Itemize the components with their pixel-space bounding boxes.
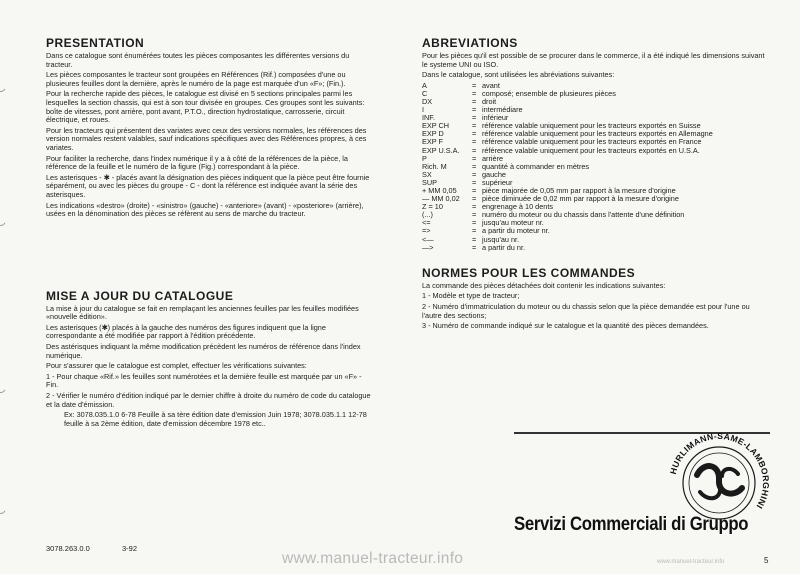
abreviation-code: —> <box>422 242 434 252</box>
abreviation-meaning: référence valable uniquement pour les tracteurs exportés en Allemagne <box>482 129 713 139</box>
abreviation-code: => <box>422 226 431 236</box>
abreviation-meaning: référence valable uniquement pour les tracteurs exportés en Suisse <box>482 121 701 131</box>
mise-a-jour-paragraph: Pour s'assurer que le catalogue est complet, effectuer les vérifications suivantes: <box>46 361 307 371</box>
presentation-paragraph: Dans ce catalogue sont énumérées toutes les pièces composantes les différentes versions du tracteur. <box>46 51 350 69</box>
abreviation-code: C <box>422 88 428 98</box>
watermark: www.manuel-tracteur.info <box>282 550 464 567</box>
abreviations-title: ABREVIATIONS <box>422 36 518 50</box>
abreviation-meaning: supérieur <box>482 177 513 187</box>
equals-sign: = <box>472 186 477 195</box>
abreviation-code: Z = 10 <box>422 202 443 212</box>
normes-section <box>422 266 770 331</box>
equals-sign: = <box>472 88 477 98</box>
abreviation-meaning: intermédiare <box>482 105 523 115</box>
logo-ring-text: HURLIMANN-SAME-LAMBORGHINI <box>667 430 772 511</box>
mise-a-jour-step: 2 - Vérifier le numéro d'édition indiqué par le dernier chiffre à droite du numéro de code du catalogue et la date d'émission. <box>46 391 371 409</box>
equals-sign: = <box>472 202 477 212</box>
abreviation-meaning: pièce majorée de 0,05 mm par rapport à la mesure d'origine <box>482 186 676 195</box>
abreviation-code: DX <box>422 96 433 106</box>
equals-sign: = <box>472 80 477 90</box>
equals-sign: = <box>472 194 477 204</box>
mise-a-jour-paragraph: La mise à jour du catalogue se fait en remplaçant les anciennes feuilles par les feuilles modifiées «nouvelle édition». <box>46 303 359 322</box>
abreviation-meaning: pièce diminuée de 0,02 mm par rapport à la mesure d'origine <box>482 194 679 204</box>
right-column <box>422 36 770 333</box>
binder-hole-mark <box>0 367 8 393</box>
brand-name: Servizi Commerciali di Gruppo <box>514 513 749 535</box>
equals-sign: = <box>472 169 477 179</box>
equals-sign: = <box>472 242 477 252</box>
mise-a-jour-paragraph: Les asterisques (✱) placés à la gauche des numéros des figures indiquent que la ligne correspondante a été modifiée par rapport à l'édition précédente. <box>46 322 326 341</box>
abreviation-meaning: numéro du moteur ou du chassis dans l'attente d'une définition <box>482 210 685 220</box>
equals-sign: = <box>472 177 477 187</box>
presentation-title: PRESENTATION <box>46 36 145 50</box>
abreviation-code: EXP F <box>422 137 443 147</box>
abreviation-meaning: jusqu'au nr. <box>482 234 520 244</box>
abreviation-meaning: droit <box>482 96 497 106</box>
page-number: 5 <box>764 556 769 565</box>
equals-sign: = <box>472 153 477 163</box>
abreviation-meaning: quantité à commander en mètres <box>482 161 590 171</box>
presentation-section <box>46 36 372 219</box>
abreviation-meaning: référence valable uniquement pour les tracteurs exportés en U.S.A. <box>482 145 700 155</box>
mise-a-jour-title: MISE A JOUR DU CATALOGUE <box>46 288 234 303</box>
abreviation-meaning: engrenage à 10 dents <box>482 202 554 212</box>
equals-sign: = <box>472 129 477 139</box>
abreviation-meaning: inférieur <box>482 113 509 123</box>
abreviation-code: I <box>422 105 425 115</box>
presentation-paragraph: Pour la recherche rapide des pièces, le catalogue est divisé en 5 sections principales parmi les lesquelles la section chassis, qui est à son tour divisée en groupes. Ces groupes sont les suivants: boîte de vitesses, pont arrière, pont avant, P.T.O., direction hydrostatique, carrosserie, circuit électrique, et roues. <box>46 89 365 125</box>
edition-date: 3-92 <box>122 544 138 553</box>
equals-sign: = <box>472 145 477 155</box>
watermark-small: www.manuel-tracteur.info <box>657 559 725 565</box>
equals-sign: = <box>472 226 477 236</box>
presentation-paragraph: Les indications «destro» (droite) - «sinistro» (gauche) - «anteriore» (avant) - «posteriore» (arrière), usées en la dénomination des pièces se réfèrent au sens de marche du tracteur. <box>46 200 364 219</box>
presentation-paragraph: Les pièces composantes le tracteur sont groupées en Références (Rif.) composées d'une ou plusieures feuilles dont la dernière, après le numéro de la page est marquée d'un «F»; (Fin.). <box>46 70 346 88</box>
equals-sign: = <box>472 218 477 228</box>
abreviation-code: P <box>422 153 427 163</box>
binder-hole-mark <box>0 66 8 92</box>
abreviation-meaning: référence valable uniquement pour les tracteurs exportés en France <box>482 137 702 147</box>
normes-item: 2 - Numéro d'immatriculation du moteur ou du chassis selon que la pièce demandée est pour l'une ou l'autre des sections; <box>422 301 750 320</box>
abreviation-meaning: jusqu'au moteur nr. <box>482 218 544 228</box>
abreviation-code: (...) <box>422 210 433 220</box>
presentation-paragraph: Pour faciliter la recherche, dans l'index numérique il y a à côté de la références de la pièce, la référence de la feuille et le numéro de la figure (Fig.) correspondant à la pièce. <box>46 153 348 172</box>
mise-a-jour-step: 1 - Pour chaque «Rif.» les feuilles sont numérotées et la dernière feuille est marquée par un «F» - Fin. <box>46 371 362 390</box>
equals-sign: = <box>472 234 477 244</box>
catalogue-code: 3078.263.0.0 <box>46 544 90 553</box>
abreviation-code: SUP <box>422 177 438 187</box>
presentation-paragraph: Pour les tracteurs qui présentent des variates avec ceux des versions normales, les références des version normales restent valables, sauf indications spécifiques avec des Références propres, à ces variates. <box>46 125 367 152</box>
abreviation-row <box>422 244 770 252</box>
abreviations-section <box>422 36 770 252</box>
binder-hole-mark <box>0 488 8 514</box>
abreviation-code: Rich. M <box>422 161 447 171</box>
mise-a-jour-paragraph: Des astérisques indiquant la même modification précèdent les numéros de référence dans l'index numérique. <box>46 342 361 360</box>
abreviation-code: — MM 0,02 <box>422 194 460 204</box>
abreviation-code: EXP CH <box>422 121 450 131</box>
mise-a-jour-section <box>46 289 372 429</box>
mise-a-jour-example: Ex: 3078.035.1.0 6-78 Feuille à sa tère édition date d'emission Juin 1978; 3078.035.1.1 12-78 feuille à sa 2ème édition, date d'emission décembre 1978 etc.. <box>64 410 367 428</box>
abreviations-intro: Pour les pièces qu'il est possible de se procurer dans le commerce, il a été indiqué les dimensions suivant le systeme UNI ou ISO. <box>422 51 765 69</box>
abreviation-code: INF. <box>422 113 435 123</box>
equals-sign: = <box>472 137 477 147</box>
equals-sign: = <box>472 210 477 220</box>
abreviations-table <box>422 82 770 252</box>
equals-sign: = <box>472 161 477 171</box>
binder-hole-mark <box>0 200 8 226</box>
abreviation-meaning: arrière <box>482 153 504 163</box>
abreviation-code: SX <box>422 169 432 179</box>
abreviation-meaning: avant <box>482 80 500 90</box>
equals-sign: = <box>472 113 477 123</box>
equals-sign: = <box>472 96 477 106</box>
abreviation-code: <= <box>422 218 431 228</box>
abreviations-intro: Dans le catalogue, sont utilisées les abréviations suivantes: <box>422 70 615 80</box>
normes-item: 3 - Numéro de commande indiqué sur le catalogue et la quantité des pièces demandées. <box>422 321 709 331</box>
normes-intro: La commande des pièces détachées doit contenir les indications suivantes: <box>422 280 666 290</box>
abreviation-meaning: gauche <box>482 169 506 179</box>
equals-sign: = <box>472 105 477 115</box>
normes-title: NORMES POUR LES COMMANDES <box>422 265 636 280</box>
normes-item: 1 - Modèle et type de tracteur; <box>422 291 520 301</box>
abreviation-meaning: a partir du moteur nr. <box>482 226 550 236</box>
abreviation-meaning: composé; ensemble de plusieures pièces <box>482 88 616 98</box>
abreviation-code: + MM 0,05 <box>422 186 457 195</box>
left-column <box>46 36 372 430</box>
abreviation-code: <— <box>422 234 434 244</box>
abreviation-code: EXP D <box>422 129 444 139</box>
abreviation-meaning: a partir du nr. <box>482 242 525 252</box>
presentation-paragraph: Les asterisques - ✱ - placés avant la désignation des pièces indiquent que la pièce peut être fournie séparément, ou avec les pièces du groupe - C - dont la référence est indiquée avant la série des asterisques. <box>46 172 370 199</box>
abreviation-code: A <box>422 80 427 90</box>
equals-sign: = <box>472 121 477 131</box>
abreviation-code: EXP U.S.A. <box>422 145 460 155</box>
